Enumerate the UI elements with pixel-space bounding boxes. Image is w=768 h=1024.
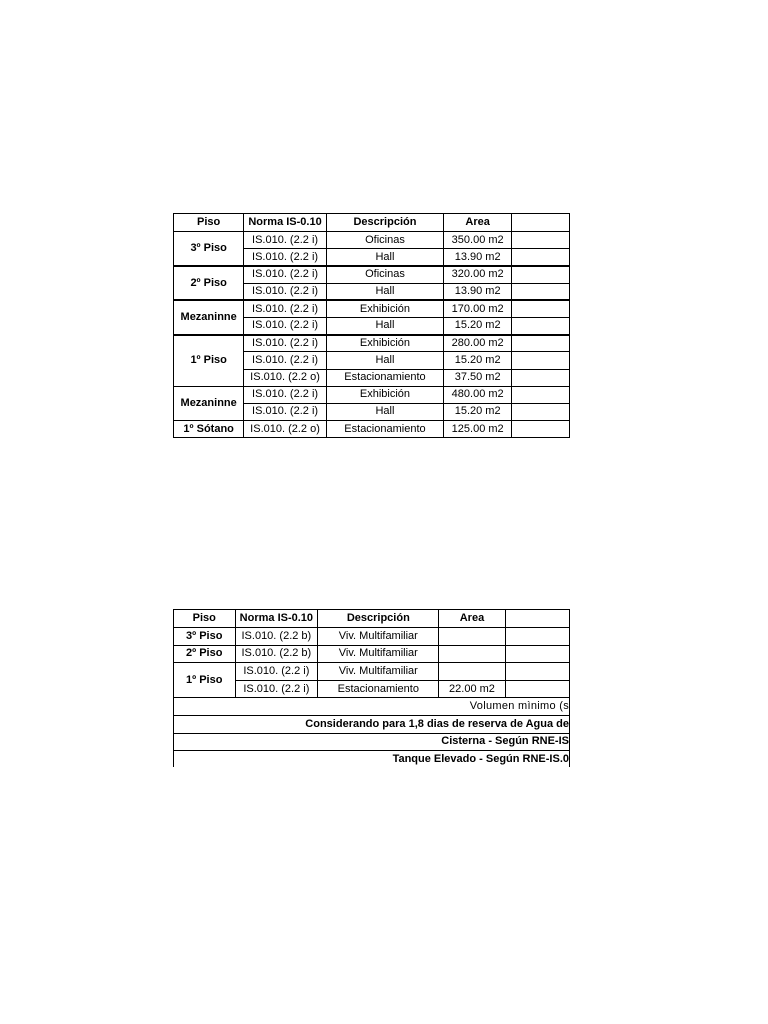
cut-cell [505, 628, 569, 646]
norma-cell: IS.010. (2.2 i) [244, 300, 326, 317]
summary-cell: Tanque Elevado - Según RNE-IS.0 [174, 751, 570, 767]
area-cell [439, 645, 505, 663]
norma-cell: IS.010. (2.2 o) [244, 421, 326, 438]
descripcion-cell: Exhibición [326, 300, 443, 317]
norma-cell: IS.010. (2.2 i) [244, 249, 326, 266]
norma-cell: IS.010. (2.2 i) [244, 403, 326, 420]
area-table-2 [173, 609, 570, 767]
table-row [174, 300, 570, 317]
norma-cell: IS.010. (2.2 i) [244, 386, 326, 403]
area-cell: 37.50 m2 [444, 369, 512, 386]
norma-cell: IS.010. (2.2 i) [244, 266, 326, 283]
table-row [174, 266, 570, 283]
area-cell: 13.90 m2 [444, 249, 512, 266]
cut-cell [512, 335, 570, 352]
cut-cell [505, 663, 569, 681]
area-cell: 350.00 m2 [444, 232, 512, 249]
floor-cell: Mezaninne [174, 386, 244, 420]
header-norma: Norma IS-0.10 [235, 610, 318, 628]
cut-cell [512, 317, 570, 334]
descripcion-cell: Exhibición [326, 335, 443, 352]
area-table-1 [173, 213, 570, 438]
descripcion-cell: Exhibición [326, 386, 443, 403]
descripcion-cell: Viv. Multifamiliar [318, 645, 439, 663]
header-descripcion: Descripción [326, 214, 443, 232]
floor-cell: 1º Piso [174, 663, 236, 698]
floor-cell: 2º Piso [174, 645, 236, 663]
norma-cell: IS.010. (2.2 b) [235, 645, 318, 663]
cut-cell [512, 386, 570, 403]
descripcion-cell: Hall [326, 352, 443, 369]
norma-cell: IS.010. (2.2 b) [235, 628, 318, 646]
cut-cell [512, 232, 570, 249]
floor-cell: 1º Sótano [174, 421, 244, 438]
floor-cell: Mezaninne [174, 300, 244, 334]
table-row [174, 628, 570, 646]
header-area: Area [439, 610, 505, 628]
summary-cell: Cisterna - Según RNE-IS [174, 733, 570, 751]
cut-cell [512, 266, 570, 283]
cut-cell [512, 283, 570, 300]
norma-cell: IS.010. (2.2 o) [244, 369, 326, 386]
norma-cell: IS.010. (2.2 i) [244, 352, 326, 369]
table-row [174, 386, 570, 403]
summary-row [174, 715, 570, 733]
cut-cell [512, 300, 570, 317]
header-row [174, 214, 570, 232]
norma-cell: IS.010. (2.2 i) [235, 663, 318, 681]
header-cut-cell [505, 610, 569, 628]
table-row [174, 645, 570, 663]
cut-cell [512, 421, 570, 438]
area-cell: 320.00 m2 [444, 266, 512, 283]
area-cell: 280.00 m2 [444, 335, 512, 352]
descripcion-cell: Viv. Multifamiliar [318, 628, 439, 646]
summary-row [174, 698, 570, 716]
norma-cell: IS.010. (2.2 i) [244, 232, 326, 249]
descripcion-cell: Hall [326, 249, 443, 266]
summary-row [174, 751, 570, 767]
header-piso: Piso [174, 214, 244, 232]
floor-cell: 3º Piso [174, 232, 244, 266]
descripcion-cell: Oficinas [326, 232, 443, 249]
area-cell: 15.20 m2 [444, 317, 512, 334]
area-cell: 22.00 m2 [439, 680, 505, 698]
area-cell: 15.20 m2 [444, 352, 512, 369]
summary-row [174, 733, 570, 751]
area-cell: 480.00 m2 [444, 386, 512, 403]
table-1-container [173, 213, 570, 439]
header-row [174, 610, 570, 628]
descripcion-cell: Viv. Multifamiliar [318, 663, 439, 681]
descripcion-cell: Hall [326, 317, 443, 334]
descripcion-cell: Estacionamiento [326, 369, 443, 386]
area-cell: 13.90 m2 [444, 283, 512, 300]
cut-cell [512, 352, 570, 369]
area-cell: 170.00 m2 [444, 300, 512, 317]
header-norma: Norma IS-0.10 [244, 214, 326, 232]
cut-cell [512, 249, 570, 266]
table-row [174, 663, 570, 681]
header-area: Area [444, 214, 512, 232]
area-cell [439, 663, 505, 681]
cut-cell [512, 369, 570, 386]
summary-cell: Volumen mìnimo (s [174, 698, 570, 716]
table-2-container [173, 609, 570, 767]
descripcion-cell: Hall [326, 283, 443, 300]
norma-cell: IS.010. (2.2 i) [244, 317, 326, 334]
area-cell [439, 628, 505, 646]
cut-cell [505, 645, 569, 663]
cut-cell [505, 680, 569, 698]
table-row [174, 232, 570, 249]
table-row [174, 421, 570, 438]
area-cell: 125.00 m2 [444, 421, 512, 438]
summary-cell: Considerando para 1,8 dias de reserva de Agua de [174, 715, 570, 733]
table-row [174, 335, 570, 352]
norma-cell: IS.010. (2.2 i) [244, 283, 326, 300]
floor-cell: 1º Piso [174, 335, 244, 387]
cut-cell [512, 403, 570, 420]
header-piso: Piso [174, 610, 236, 628]
norma-cell: IS.010. (2.2 i) [235, 680, 318, 698]
header-descripcion: Descripción [318, 610, 439, 628]
descripcion-cell: Hall [326, 403, 443, 420]
descripcion-cell: Estacionamiento [318, 680, 439, 698]
area-cell: 15.20 m2 [444, 403, 512, 420]
header-cut-cell [512, 214, 570, 232]
floor-cell: 2º Piso [174, 266, 244, 300]
descripcion-cell: Estacionamiento [326, 421, 443, 438]
norma-cell: IS.010. (2.2 i) [244, 335, 326, 352]
descripcion-cell: Oficinas [326, 266, 443, 283]
floor-cell: 3º Piso [174, 628, 236, 646]
